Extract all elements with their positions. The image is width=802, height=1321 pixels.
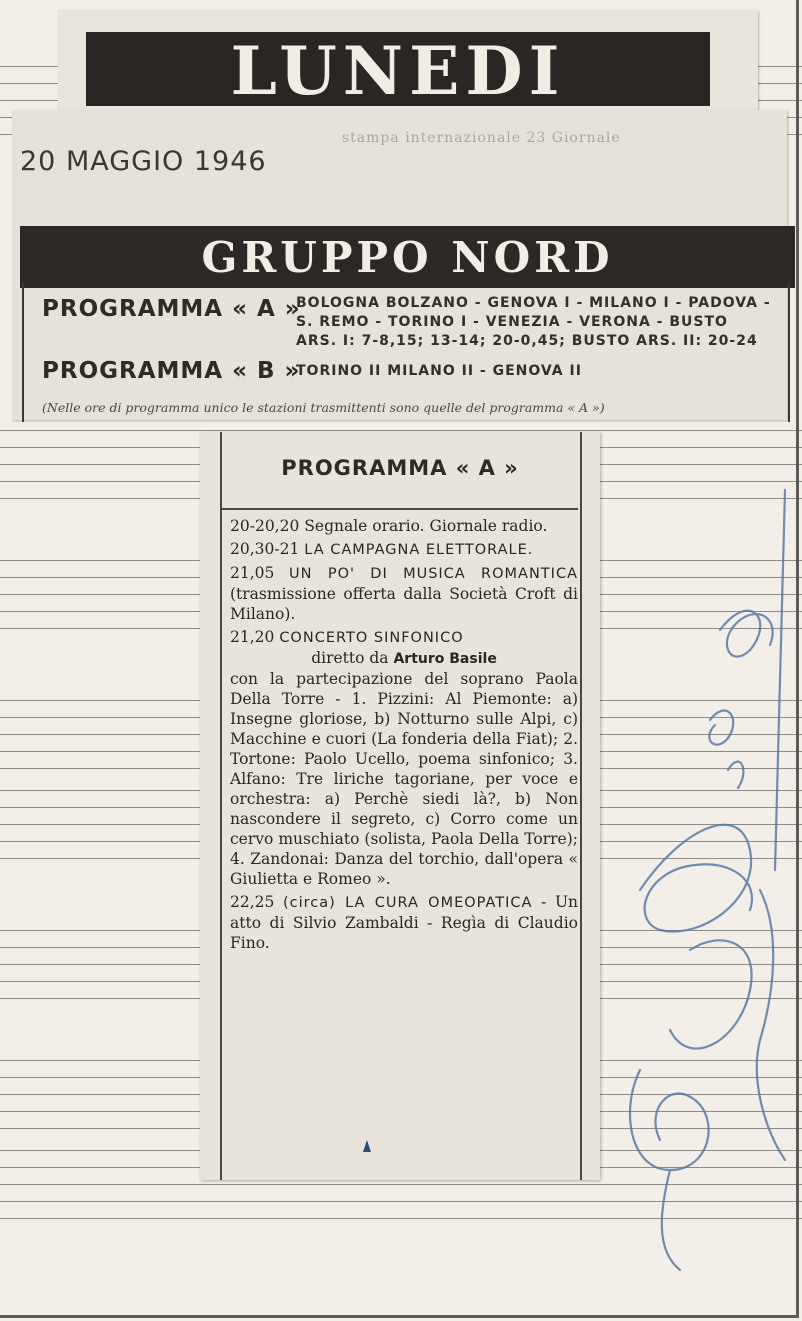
handwritten-signature — [600, 470, 802, 1290]
programma-a-label: PROGRAMMA « A » — [42, 296, 301, 322]
heading-rule — [222, 508, 578, 510]
programma-b-label: PROGRAMMA « B » — [42, 358, 301, 384]
schedule-entry — [230, 516, 578, 536]
programma-note: (Nelle ore di programma unico le stazioni trasmittenti sono quelle del programma « A ») — [42, 400, 605, 415]
day-title: LUNEDI — [230, 32, 566, 110]
conductor-name: Arturo Basile — [393, 651, 497, 667]
entry-title: LA CAMPAGNA ELETTORALE. — [304, 542, 534, 558]
gruppo-banner — [20, 226, 795, 288]
entry-text: - Un atto di Silvio Zambaldi - Regìa di Claudio Fino. — [230, 893, 578, 952]
column-rule — [220, 432, 222, 1180]
programma-b-stations: TORINO II MILANO II - GENOVA II — [296, 363, 582, 379]
schedule-list — [230, 516, 578, 956]
entry-time: 20,30-21 — [230, 540, 300, 558]
lunedi-banner — [86, 32, 710, 110]
date-label: 20 MAGGIO 1946 — [20, 146, 267, 177]
entry-text: (trasmissione offerta dalla Società Croft di Milano). — [230, 585, 578, 623]
stations-line: S. REMO - TORINO I - VENEZIA - VERONA - BUSTO — [296, 314, 728, 330]
schedule-entry — [230, 627, 578, 889]
stations-line: ARS. I: 7-8,15; 13-14; 20-0,45; BUSTO ARS. II: 20-24 — [296, 333, 758, 349]
entry-title: CONCERTO SINFONICO — [279, 630, 464, 646]
gruppo-nord-clipping — [12, 110, 787, 420]
schedule-entry — [230, 563, 578, 624]
entry-title: (circa) LA CURA OMEOPATICA — [283, 895, 533, 911]
entry-text: Segnale orario. Giornale radio. — [304, 517, 548, 535]
entry-title: UN PO' DI MUSICA ROMANTICA — [289, 566, 578, 582]
schedule-entry — [230, 539, 578, 560]
gruppo-title: GRUPPO NORD — [201, 233, 614, 282]
programma-a-stations — [296, 294, 776, 351]
bleed-through-text: stampa internazionale 23 Giornale — [342, 130, 621, 146]
conductor-prefix: diretto da — [311, 649, 389, 667]
pointer-mark-icon — [363, 1140, 371, 1152]
entry-time: 21,20 — [230, 628, 275, 646]
entry-text: con la partecipazione del soprano Paola Della Torre - 1. Pizzini: Al Piemonte: a) Insegne gloriose, b) Notturno sulle Alpi, c) Macchine e cuori (La fonderia della Fiat); 2. Tortone: Paolo Ucello, poema sinfonico; 3. Alfano: Tre liriche tagoriane, per voce e orchestra: a) Perchè siedi là?, b) Non nascondere il segreto, c) Corro come un cervo muschiato (solista, Paola Della Torre); 4. Zandonai: Danza del torchio, dall'opera « Giulietta e Romeo ». — [230, 670, 578, 888]
stations-line: BOLOGNA BOLZANO - GENOVA I - MILANO I - PADOVA - — [296, 295, 771, 311]
column-heading: PROGRAMMA « A » — [281, 456, 519, 480]
entry-time: 22,25 — [230, 893, 275, 911]
entry-time: 21,05 — [230, 564, 275, 582]
programma-a-clipping — [200, 432, 600, 1180]
entry-time: 20-20,20 — [230, 517, 300, 535]
column-rule — [580, 432, 582, 1180]
programma-box — [22, 282, 790, 422]
conductor-line — [230, 648, 578, 669]
schedule-entry — [230, 892, 578, 953]
